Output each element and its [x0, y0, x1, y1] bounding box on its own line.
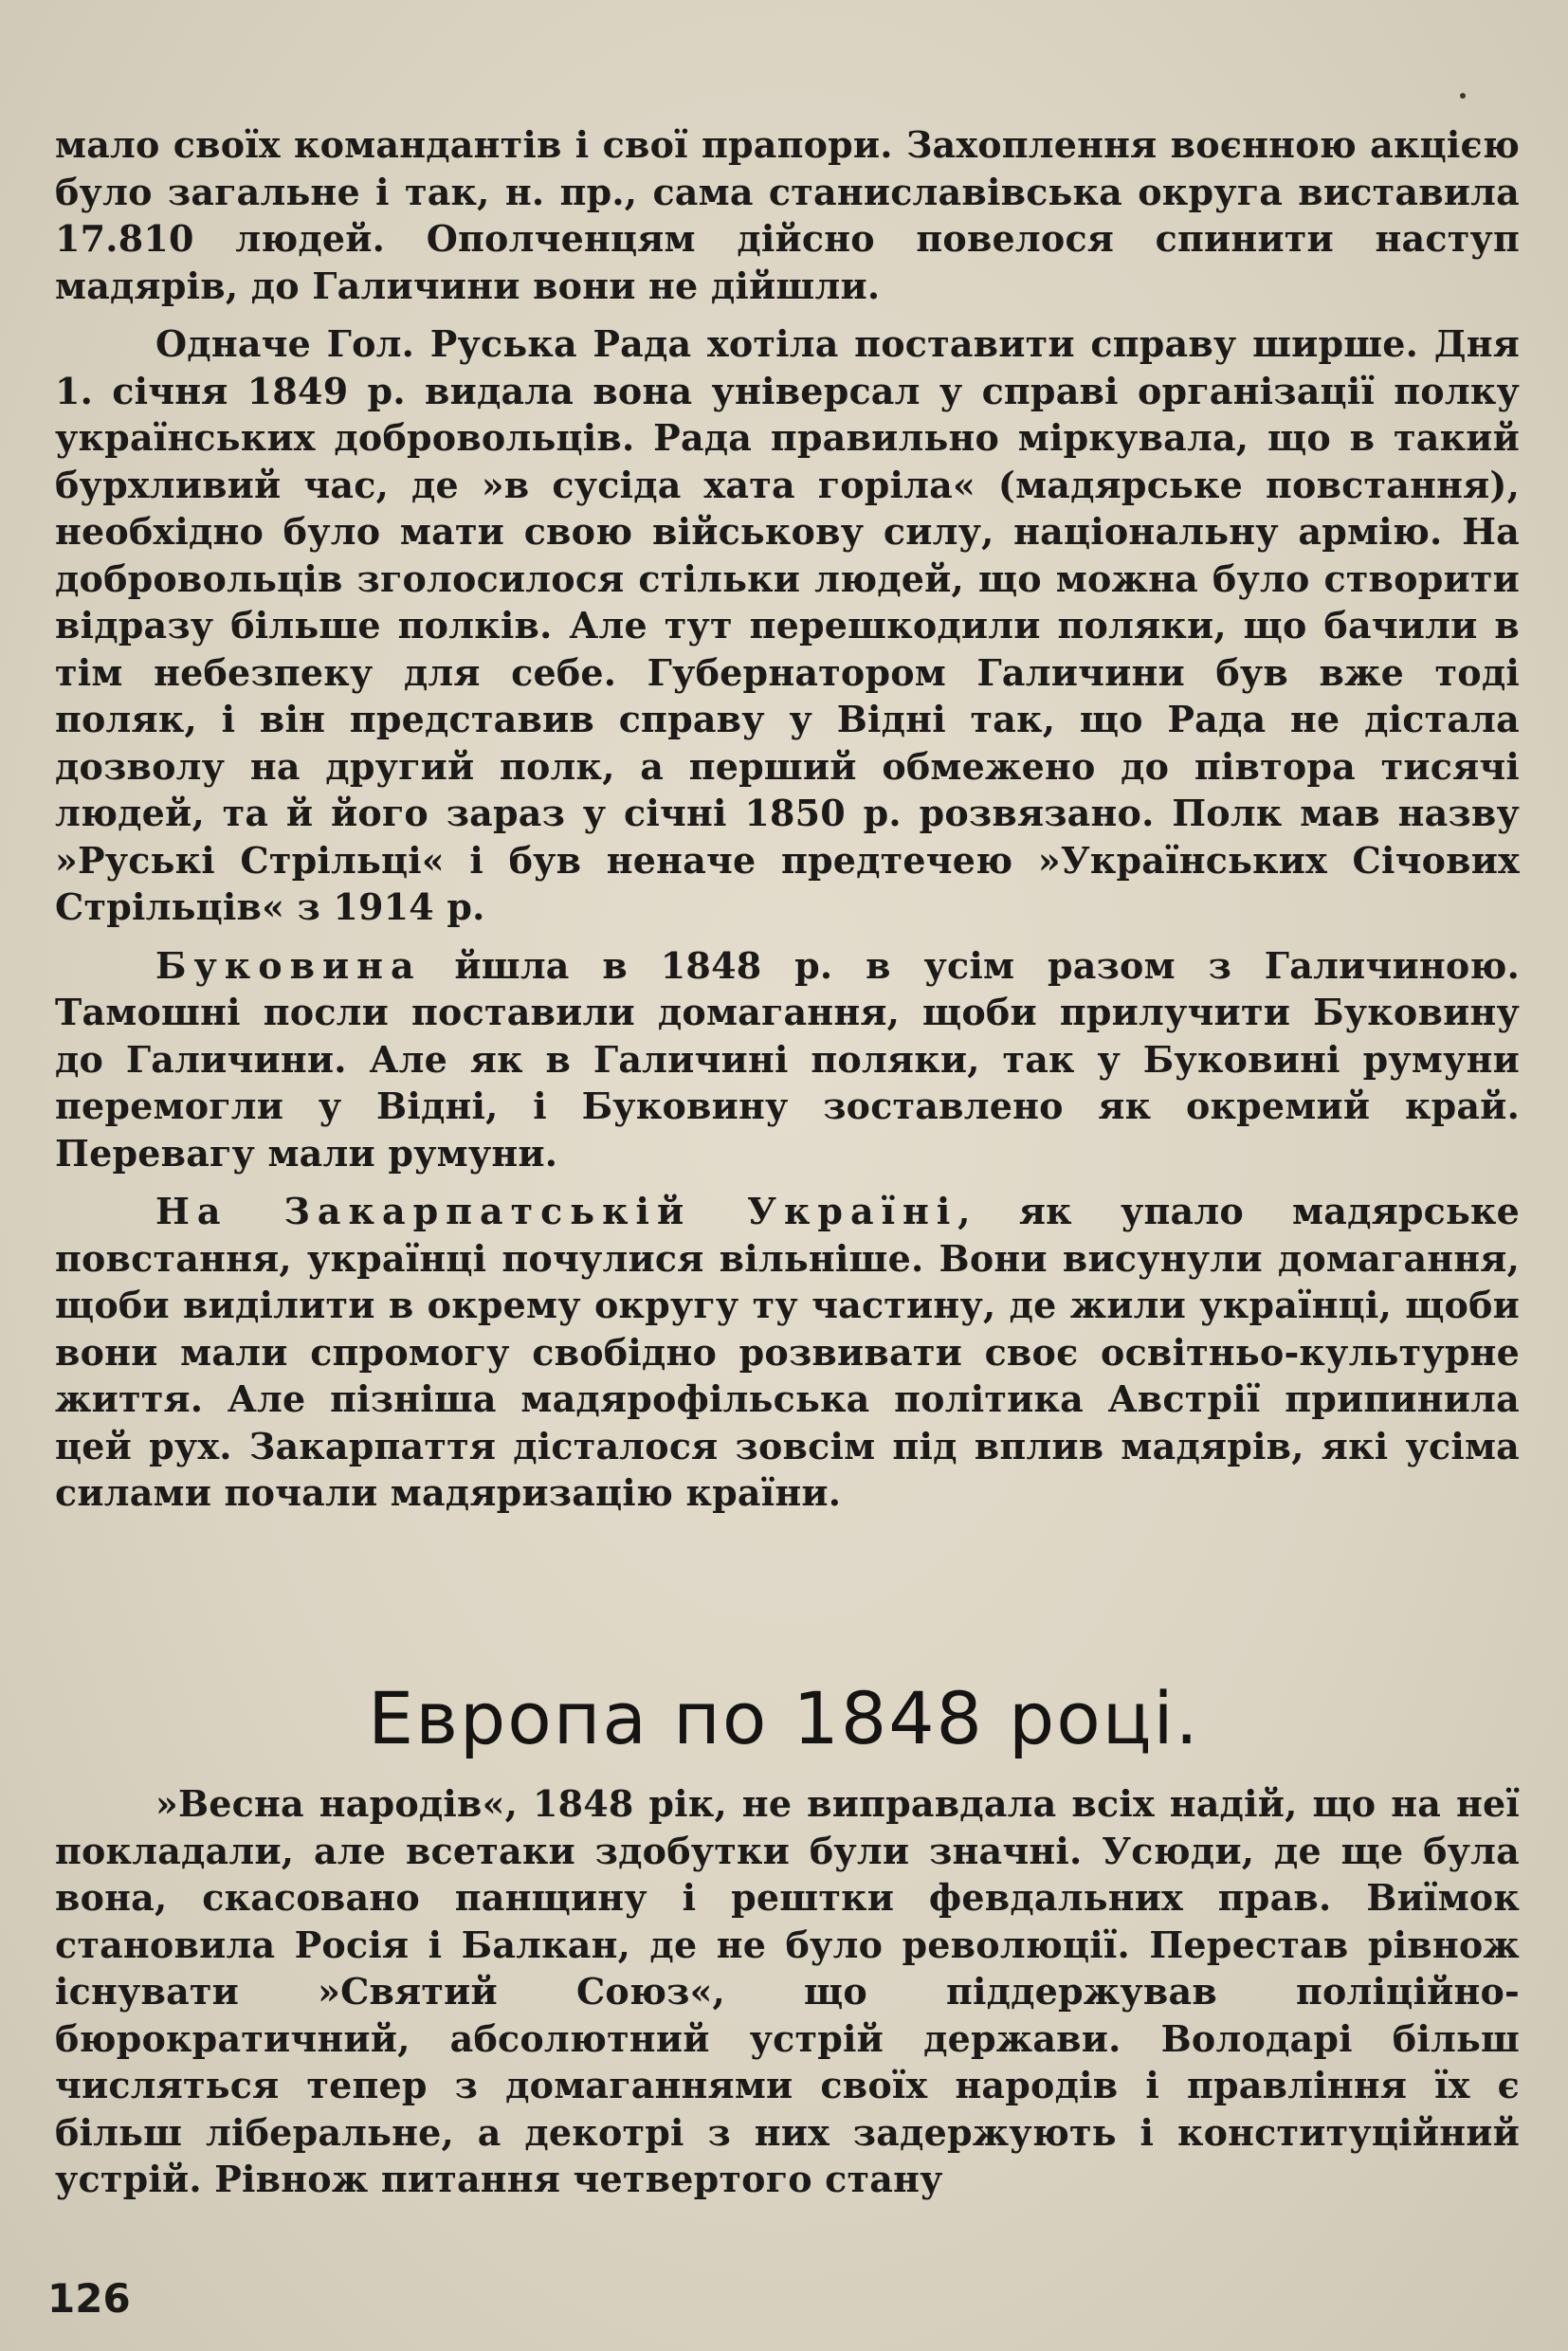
paragraph-3 [55, 942, 1520, 1177]
speck-mark [1460, 93, 1466, 99]
page-number: 126 [47, 2275, 131, 2322]
paragraph-5: »Весна народів«, 1848 рік, не виправдала всіх надій, що на неї покладали, але всетаки здобутки були значні. Усюди, де ще була вона, скасовано панщину і рештки февдальних прав. Виїмок становила Росія і Балкан, де не було революції. Перестав рівнож існувати »Святий Союз«, що піддержував поліційно-бюрократичний, абсолютний устрій держави. Володарі більш числяться тепер з домаганнями своїх народів і правління їх є більш ліберальне, а декотрі з них задержують і конституційний устрій. Рівнож питання четвертого стану [55, 1782, 1520, 2200]
paragraph-3-text: йшла в 1848 р. в усім разом з Галичиною. Тамошні посли поставили домагання, щоби прилучити Буковину до Галичини. Але як в Галичині поляки, так у Буковині румуни перемогли у Відні, і Буковину зоставлено як окремий край. Перевагу мали румуни. [55, 943, 1520, 1175]
paragraph-3-lead: Буковина [155, 943, 422, 987]
paragraph-1: мало своїх командантів і свої прапори. Захоплення воєнною акцією було загальне і так, н. пр., сама станиславівська округа виставила 17.810 людей. Ополченцям дійсно повелося спинити наступ мадярів, до Галичини вони не дійшли. [55, 123, 1520, 307]
section-text [55, 1780, 1520, 2203]
main-text [55, 121, 1520, 1528]
section-heading: Европа по 1848 році. [368, 1676, 1200, 1760]
paragraph-4-lead: На Закарпатській Україні [155, 1190, 958, 1232]
paragraph-4-text: , як упало мадярське повстання, українці почулися вільніше. Вони висунули домагання, щоби виділити в окрему округу ту частину, де жили українці, щоби вони мали спромогу свобідно розвивати своє освітньо-культурне життя. Але пізніша мадярофільська політика Австрії припинила цей рух. Закарпаття дісталося зовсім під вплив мадярів, які усіма силами почали мадяризацію країни. [55, 1190, 1521, 1514]
paragraph-2: Одначе Гол. Руська Рада хотіла поставити справу ширше. Дня 1. січня 1849 р. видала вона універсал у справі організації полку українських добровольців. Рада правильно міркувала, що в такий бурхливий час, де »в сусіда хата горіла« (мадярське повстання), необхідно було мати свою військову силу, національну армію. На добровольців зголосилося стільки людей, що можна було створити відразу більше полків. Але тут перешкодили поляки, що бачили в тім небезпеку для себе. Губернатором Галичини був вже тоді поляк, і він представив справу у Відні так, що Рада не дістала дозволу на другий полк, а перший обмежено до півтора тисячі людей, та й його зараз у січні 1850 р. розвязано. Полк мав назву »Руські Стрільці« і був неначе предтечею »Українських Січових Стрільців« з 1914 р. [55, 322, 1520, 928]
paragraph-4 [55, 1188, 1520, 1517]
